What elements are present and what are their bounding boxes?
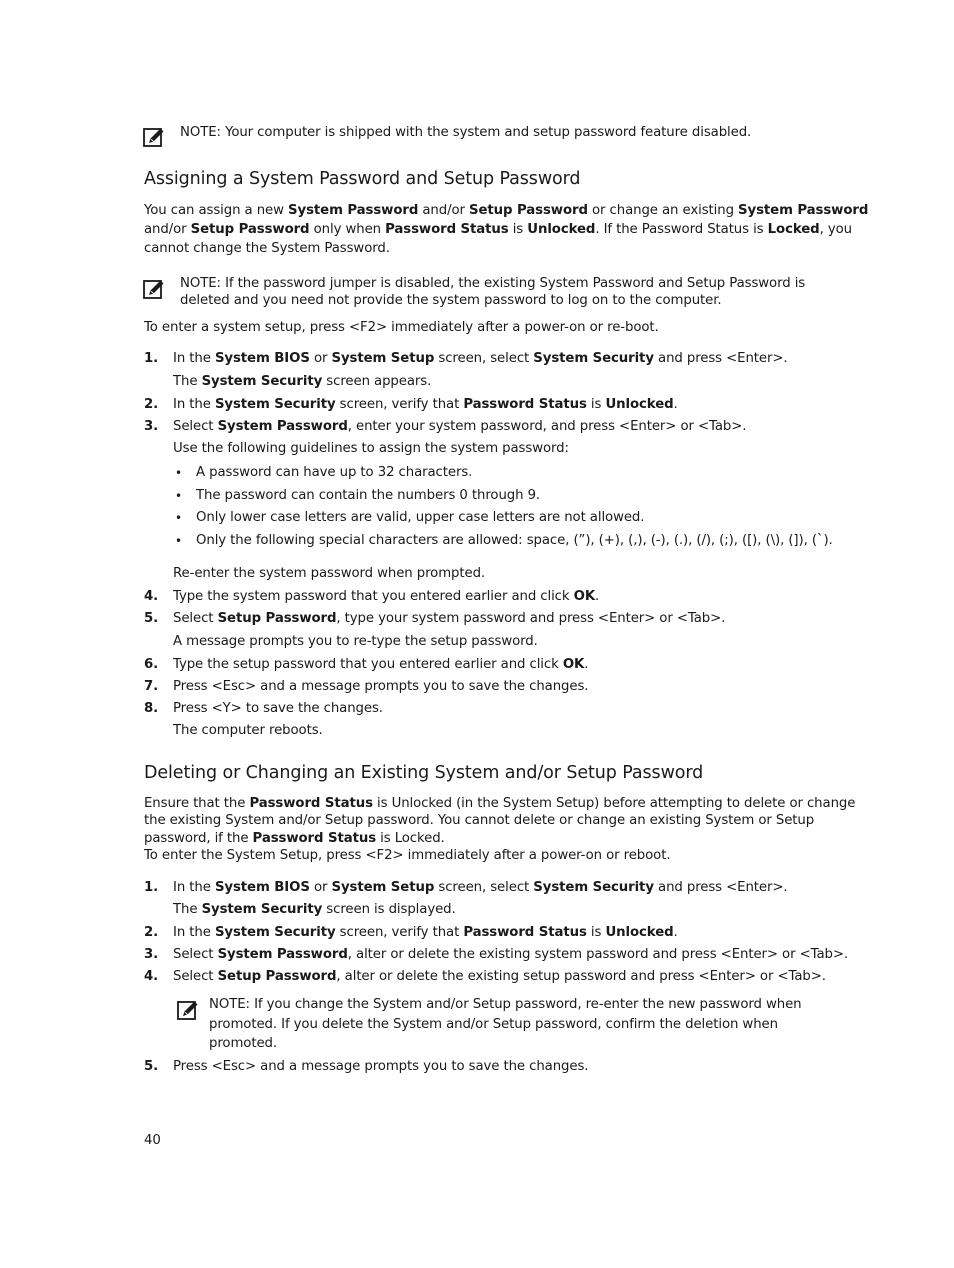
note-pencil-icon bbox=[143, 278, 165, 300]
note-label: NOTE: bbox=[180, 276, 221, 291]
list-item-detail: The System Security screen appears. bbox=[173, 374, 432, 389]
intro-paragraph-line: Ensure that the Password Status is Unlocked (in the System Setup) before attempting to delete or change bbox=[144, 796, 856, 811]
bullet-icon: • bbox=[175, 534, 183, 548]
note-2-line-1: NOTE: If the password jumper is disabled, the existing System Password and Setup Password is bbox=[180, 276, 806, 291]
note-3-line-3: promoted. bbox=[209, 1036, 277, 1051]
list-item-detail: Re-enter the system password when prompted. bbox=[173, 566, 486, 581]
section-heading-assigning: Assigning a System Password and Setup Password bbox=[144, 169, 581, 189]
bullet-item: Only lower case letters are valid, upper case letters are not allowed. bbox=[196, 510, 645, 525]
list-item-detail: The computer reboots. bbox=[173, 723, 323, 738]
note-label: NOTE: bbox=[209, 997, 250, 1012]
intro-paragraph-line: the existing System and/or Setup password. You cannot delete or change an existing System or Setup bbox=[144, 813, 815, 828]
bullet-icon: • bbox=[175, 489, 183, 503]
note-pencil-icon bbox=[177, 999, 199, 1021]
intro-paragraph-line: and/or Setup Password only when Password Status is Unlocked. If the Password Status is Locked, you bbox=[144, 222, 852, 237]
bullet-icon: • bbox=[175, 466, 183, 480]
bullet-icon: • bbox=[175, 511, 183, 525]
note-2-line-2: deleted and you need not provide the system password to log on to the computer. bbox=[180, 293, 722, 308]
enter-setup-text: To enter a system setup, press <F2> immediately after a power-on or re-boot. bbox=[144, 320, 659, 335]
document-page: NOTE: Your computer is shipped with the system and setup password feature disabled. Assigning a System Password and Setup Password You can assign a new System Password and/or Setup Password or change an existing System Password and/or Setup Password only when Password Status is Unlocked. If the Password Status is Locked, you cannot change the System Password. NOTE: If the password jumper is disabled, the existing System Password and Setup Password is deleted and you need not provide the system password to log on to the computer. To enter a system setup, press <F2> immediately after a power-on or re-boot. 1. In the System BIOS or System Setup screen, select System Security and press <Enter>. The System Security screen appears. 2. In the System Security screen, verify that Password Status is Unlocked. 3. Select System Password, enter your system password, and press <Enter> or <Tab>. Use the following guidelines to assign the system password: • A password can have up to 32 characters. • The password can contain the numbers 0 through 9. • Only lower case letters are valid, upper case letters are not allowed. • Only the following special characters are allowed: space, (”), (+), (,), (-), (.), (/), (;), ([), (\), (]), (`). Re-enter the system password when prompted. 4. Type the system password that you entered earlier and click OK. 5. Select Setup Password, type your system password and press <Enter> or <Tab>. A message prompts you to re-type the setup password. 6. Type the setup password that you entered earlier and click OK. 7. Press <Esc> and a message prompts you to save the changes. 8. Press <Y> to save the changes. The computer reboots. Deleting or Changing an Existing System and/or Setup Password Ensure that the Password Status is Unlocked (in the System Setup) before attempting to delete or change the existing System and/or Setup password. You cannot delete or change an existing System or Setup password, if the Password Status is Locked. To enter the System Setup, press <F2> immediately after a power-on or reboot. 1. In the System BIOS or System Setup screen, select System Security and press <Enter>. The System Security screen is displayed. 2. In the System Security screen, verify that Password Status is Unlocked. 3. Select System Password, alter or delete the existing system password and press <Enter> or <Tab>. 4. Select Setup Password, alter or delete the existing setup password and press <Enter> or <Tab>. NOTE: If you change the System and/or Setup password, re-enter the new password when promoted. If you delete the System and/or Setup password, confirm the deletion when promoted. 5. Press <Esc> and a message prompts you to save the changes. 40 bbox=[144, 125, 869, 1148]
intro-paragraph-line: You can assign a new System Password and/or Setup Password or change an existing System Password bbox=[144, 203, 869, 218]
page-number: 40 bbox=[144, 1133, 161, 1148]
bullet-item: The password can contain the numbers 0 through 9. bbox=[196, 488, 541, 503]
list-item-detail: A message prompts you to re-type the setup password. bbox=[173, 634, 538, 649]
enter-setup-text: To enter the System Setup, press <F2> immediately after a power-on or reboot. bbox=[144, 848, 671, 863]
intro-paragraph-line: cannot change the System Password. bbox=[144, 241, 390, 256]
bullet-item: Only the following special characters are allowed: space, (”), (+), (,), (-), (.), (/), (;), ([), (\), (]), (`). bbox=[196, 533, 833, 548]
note-3-line-1: NOTE: If you change the System and/or Setup password, re-enter the new password when bbox=[209, 997, 802, 1012]
section-heading-deleting: Deleting or Changing an Existing System and/or Setup Password bbox=[144, 763, 704, 783]
list-item-detail: Use the following guidelines to assign the system password: bbox=[173, 441, 569, 456]
list-item-detail: The System Security screen is displayed. bbox=[173, 902, 456, 917]
intro-paragraph-line: password, if the Password Status is Locked. bbox=[144, 831, 445, 846]
note-1: NOTE: Your computer is shipped with the system and setup password feature disabled. bbox=[180, 125, 752, 140]
note-label: NOTE: bbox=[180, 125, 221, 140]
note-3-line-2: promoted. If you delete the System and/or Setup password, confirm the deletion when bbox=[209, 1017, 778, 1032]
note-pencil-icon bbox=[143, 126, 165, 148]
bullet-item: A password can have up to 32 characters. bbox=[196, 465, 473, 480]
